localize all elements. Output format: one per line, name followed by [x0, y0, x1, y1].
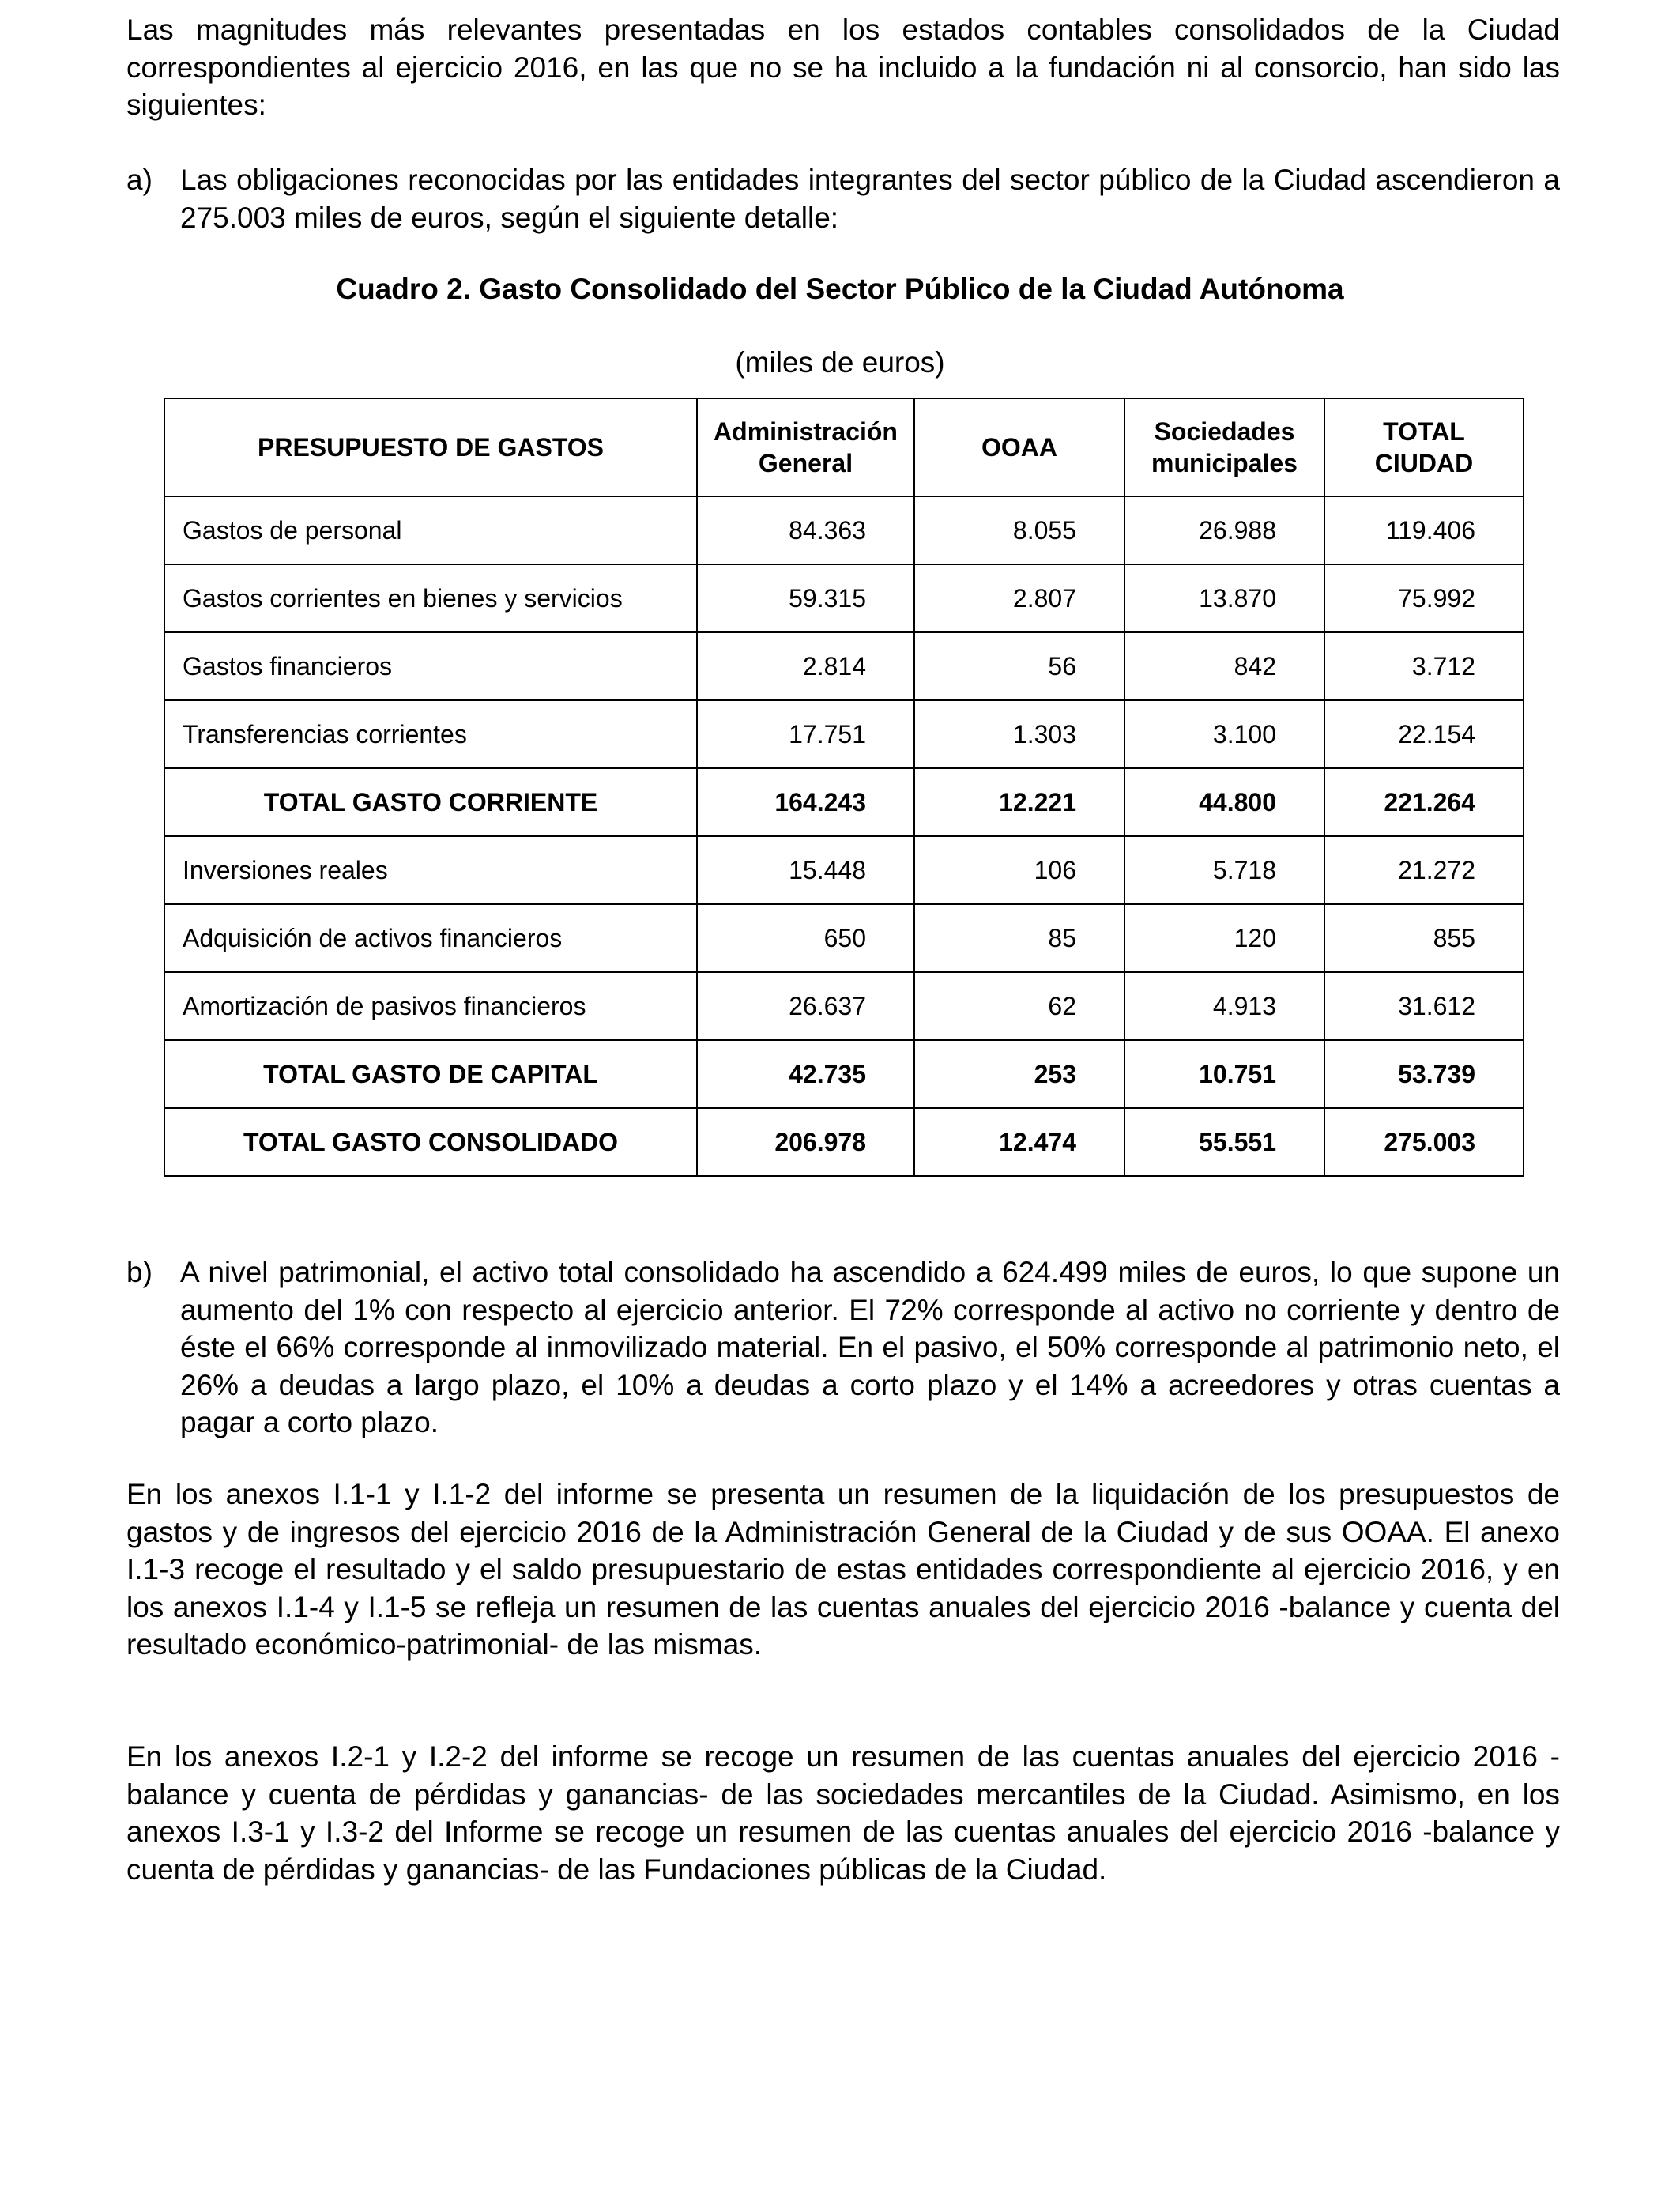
cell-sociedades: 55.551	[1124, 1108, 1324, 1176]
table-row	[164, 496, 1524, 564]
cell-ooaa: 106	[914, 836, 1124, 904]
cell-total: 22.154	[1324, 700, 1524, 768]
row-label: Adquisición de activos financieros	[164, 904, 697, 972]
table-row	[164, 836, 1524, 904]
cell-admin: 42.735	[697, 1040, 914, 1108]
intro-paragraph: Las magnitudes más relevantes presentadas en los estados contables consolidados de la Ciudad correspondientes al ejercicio 2016, en las que no se ha incluido a la fundación ni al consorcio, han sido las siguientes:	[126, 13, 1560, 121]
table-row	[164, 632, 1524, 700]
header-admin: Administración General	[697, 398, 914, 496]
item-b-text: A nivel patrimonial, el activo total consolidado ha ascendido a 624.499 miles de euros, lo que supone un aumento del 1% con respecto al ejercicio anterior. El 72% corresponde al activo no corriente y dentro de éste el 66% corresponde al inmovilizado material. En el pasivo, el 50% corresponde al patrimonio neto, el 26% a deudas a largo plazo, el 10% a deudas a corto plazo y el 14% a acreedores y otras cuentas a pagar a corto plazo.	[180, 1256, 1560, 1438]
item-a	[126, 161, 1560, 236]
cell-sociedades: 5.718	[1124, 836, 1324, 904]
cell-total: 21.272	[1324, 836, 1524, 904]
row-label: TOTAL GASTO CONSOLIDADO	[164, 1108, 697, 1176]
cell-total: 75.992	[1324, 564, 1524, 632]
cell-admin: 206.978	[697, 1108, 914, 1176]
table-total-row	[164, 1040, 1524, 1108]
row-label: Inversiones reales	[164, 836, 697, 904]
header-total: TOTAL CIUDAD	[1324, 398, 1524, 496]
cell-sociedades: 44.800	[1124, 768, 1324, 836]
cell-total: 3.712	[1324, 632, 1524, 700]
item-a-text: Las obligaciones reconocidas por las entidades integrantes del sector público de la Ciudad ascendieron a 275.003 miles de euros, según el siguiente detalle:	[180, 164, 1560, 234]
cell-sociedades: 26.988	[1124, 496, 1324, 564]
table-row	[164, 904, 1524, 972]
cell-admin: 2.814	[697, 632, 914, 700]
cell-sociedades: 4.913	[1124, 972, 1324, 1040]
cell-ooaa: 12.221	[914, 768, 1124, 836]
cell-ooaa: 85	[914, 904, 1124, 972]
cell-admin: 59.315	[697, 564, 914, 632]
cell-ooaa: 12.474	[914, 1108, 1124, 1176]
table-grand-total-row	[164, 1108, 1524, 1176]
cell-total: 53.739	[1324, 1040, 1524, 1108]
paragraph-annexes-admin: En los anexos I.1-1 y I.1-2 del informe se presenta un resumen de la liquidación de los presupuestos de gastos y de ingresos del ejercicio 2016 de la Administración General de la Ciudad y de sus OOAA. El anexo I.1-3 recoge el resultado y el saldo presupuestario de estas entidades correspondiente al ejercicio 2016, y en los anexos I.1-4 y I.1-5 se refleja un resumen de las cuentas anuales del ejercicio 2016 -balance y cuenta del resultado económico-patrimonial- de las mismas.	[126, 1478, 1560, 1661]
row-label: TOTAL GASTO DE CAPITAL	[164, 1040, 697, 1108]
cell-sociedades: 3.100	[1124, 700, 1324, 768]
cell-ooaa: 2.807	[914, 564, 1124, 632]
cell-admin: 17.751	[697, 700, 914, 768]
cell-admin: 84.363	[697, 496, 914, 564]
table-row	[164, 564, 1524, 632]
cell-admin: 650	[697, 904, 914, 972]
row-label: Transferencias corrientes	[164, 700, 697, 768]
cell-ooaa: 62	[914, 972, 1124, 1040]
table-total-row	[164, 768, 1524, 836]
header-sociedades: Sociedades municipales	[1124, 398, 1324, 496]
table-row	[164, 700, 1524, 768]
table-header-row	[164, 398, 1524, 496]
cell-sociedades: 120	[1124, 904, 1324, 972]
item-b-marker: b)	[126, 1256, 153, 1288]
paragraph-annexes-companies: En los anexos I.2-1 y I.2-2 del informe se recoge un resumen de las cuentas anuales del ejercicio 2016 -balance y cuenta de pérdidas y ganancias- de las sociedades mercantiles de la Ciudad. Asimismo, en los anexos I.3-1 y I.3-2 del Informe se recoge un resumen de las cuentas anuales del ejercicio 2016 -balance y cuenta de pérdidas y ganancias- de las Fundaciones públicas de la Ciudad.	[126, 1740, 1560, 1886]
item-b	[126, 1253, 1560, 1442]
table-row	[164, 972, 1524, 1040]
cell-admin: 15.448	[697, 836, 914, 904]
cell-admin: 26.637	[697, 972, 914, 1040]
header-concept: PRESUPUESTO DE GASTOS	[164, 398, 697, 496]
header-ooaa: OOAA	[914, 398, 1124, 496]
cell-total: 275.003	[1324, 1108, 1524, 1176]
row-label: TOTAL GASTO CORRIENTE	[164, 768, 697, 836]
row-label: Gastos financieros	[164, 632, 697, 700]
table-caption: Cuadro 2. Gasto Consolidado del Sector Público de la Ciudad Autónoma	[336, 273, 1344, 305]
item-a-marker: a)	[126, 164, 153, 196]
row-label: Gastos de personal	[164, 496, 697, 564]
cell-admin: 164.243	[697, 768, 914, 836]
row-label: Amortización de pasivos financieros	[164, 972, 697, 1040]
cell-sociedades: 842	[1124, 632, 1324, 700]
cell-ooaa: 1.303	[914, 700, 1124, 768]
table-units: (miles de euros)	[735, 346, 945, 379]
cell-total: 855	[1324, 904, 1524, 972]
cell-total: 119.406	[1324, 496, 1524, 564]
cell-total: 31.612	[1324, 972, 1524, 1040]
cell-sociedades: 13.870	[1124, 564, 1324, 632]
cell-ooaa: 253	[914, 1040, 1124, 1108]
cell-ooaa: 8.055	[914, 496, 1124, 564]
row-label: Gastos corrientes en bienes y servicios	[164, 564, 697, 632]
expense-table	[164, 398, 1524, 1177]
cell-ooaa: 56	[914, 632, 1124, 700]
cell-total: 221.264	[1324, 768, 1524, 836]
cell-sociedades: 10.751	[1124, 1040, 1324, 1108]
